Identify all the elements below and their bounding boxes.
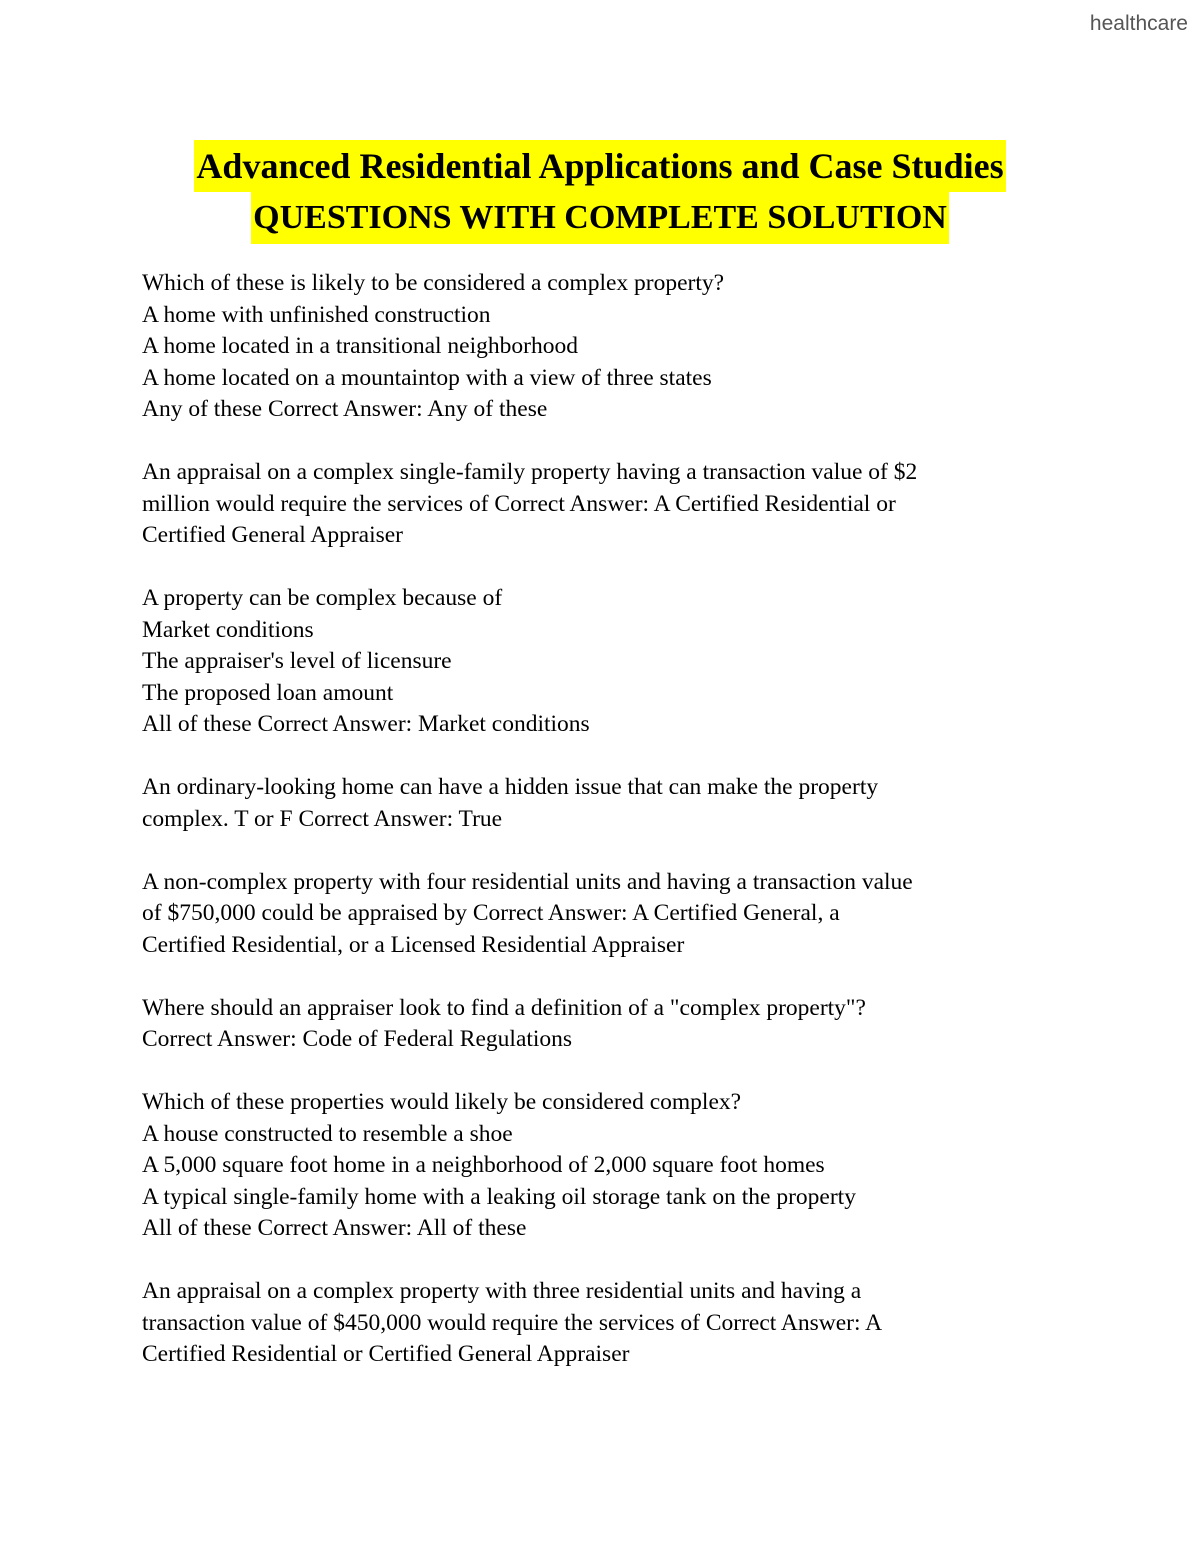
qa-line: A home located on a mountaintop with a view of three states [142, 364, 712, 391]
qa-line: transaction value of $450,000 would require the services of Correct Answer: A [142, 1309, 883, 1336]
qa-block [142, 1087, 1062, 1245]
qa-line: A 5,000 square foot home in a neighborhood of 2,000 square foot homes [142, 1152, 825, 1178]
qa-block [142, 993, 1062, 1056]
qa-block [142, 583, 1062, 741]
qa-line: The proposed loan amount [142, 679, 394, 706]
qa-line: All of these Correct Answer: All of these [142, 1215, 527, 1241]
qa-line: of $750,000 could be appraised by Correct Answer: A Certified General, a [142, 900, 840, 926]
document-title [0, 140, 1200, 244]
qa-line: million would require the services of Correct Answer: A Certified Residential or [142, 490, 896, 517]
qa-line: Market conditions [142, 616, 314, 643]
qa-line: All of these Correct Answer: Market conditions [142, 711, 590, 737]
qa-line: A home located in a transitional neighborhood [142, 333, 578, 359]
qa-line: Where should an appraiser look to find a definition of a "complex property"? [142, 994, 866, 1021]
qa-line: Certified General Appraiser [142, 522, 404, 548]
qa-line: A house constructed to resemble a shoe [142, 1120, 513, 1147]
qa-block [142, 1276, 1062, 1371]
qa-block [142, 457, 1062, 552]
qa-block [142, 772, 1062, 835]
title-line-2: QUESTIONS WITH COMPLETE SOLUTION [251, 192, 949, 244]
qa-line: Correct Answer: Code of Federal Regulations [142, 1026, 573, 1052]
qa-line: The appraiser's level of licensure [142, 648, 452, 674]
qa-line: Which of these properties would likely be considered complex? [142, 1089, 742, 1115]
qa-line: An appraisal on a complex single-family property having a transaction value of $2 [142, 459, 918, 485]
qa-line: An ordinary-looking home can have a hidden issue that can make the property [142, 774, 879, 800]
qa-line: Certified Residential, or a Licensed Residential Appraiser [142, 931, 685, 958]
qa-line: Which of these is likely to be considered a complex property? [142, 270, 725, 296]
qa-list [142, 268, 1062, 1402]
qa-line: A home with unfinished construction [142, 301, 491, 328]
title-line-1: Advanced Residential Applications and Case Studies [194, 140, 1005, 192]
qa-line: Certified Residential or Certified General Appraiser [142, 1341, 630, 1367]
qa-line: A property can be complex because of [142, 585, 503, 611]
qa-line: A typical single-family home with a leaking oil storage tank on the property [142, 1183, 856, 1210]
qa-block [142, 867, 1062, 962]
document-tag: healthcare [1089, 12, 1188, 35]
qa-line: An appraisal on a complex property with three residential units and having a [142, 1278, 862, 1304]
qa-line: Any of these Correct Answer: Any of these [142, 396, 548, 422]
qa-line: complex. T or F Correct Answer: True [142, 805, 503, 832]
qa-block [142, 268, 1062, 426]
qa-line: A non-complex property with four residential units and having a transaction value [142, 868, 913, 895]
